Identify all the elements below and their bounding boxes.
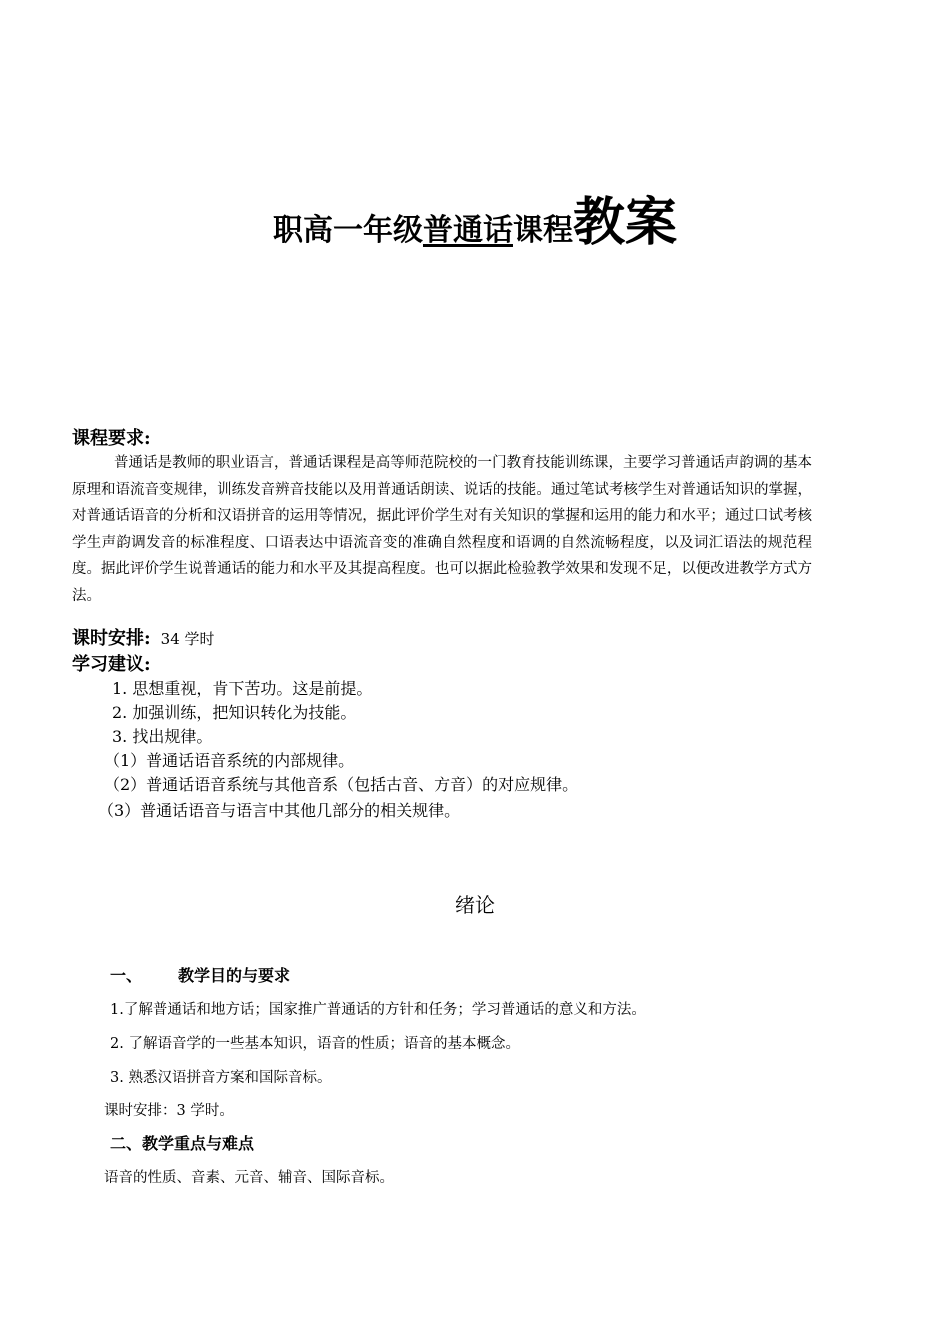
advice-item: 1. 思想重视，肯下苦功。这是前提。 [112, 679, 373, 698]
advice-item: 2. 加强训练，把知识转化为技能。 [112, 703, 357, 722]
advice-item: （1）普通话语音系统的内部规律。 [104, 751, 355, 770]
subsection-1-title: 教学目的与要求 [178, 966, 291, 985]
key-points: 语音的性质、音素、元音、辅音、国际音标。 [104, 1170, 394, 1186]
title-part-plan: 教案 [572, 193, 677, 253]
goal-item: 3. 熟悉汉语拼音方案和国际音标。 [110, 1070, 332, 1086]
intro-hours: 课时安排：3 学时。 [104, 1103, 234, 1119]
advice-heading: 学习建议: [72, 654, 151, 675]
goal-item: 1.了解普通话和地方话；国家推广普通话的方针和任务；学习普通话的意义和方法。 [110, 1002, 646, 1018]
advice-item: 3. 找出规律。 [112, 727, 213, 746]
title-part-subject: 普通话 [422, 213, 513, 248]
subsection-1-number: 一、 [110, 966, 143, 985]
title-part-course: 课程 [512, 213, 573, 248]
section-title: 绪论 [455, 893, 495, 917]
subsection-2-title: 二、教学重点与难点 [110, 1134, 255, 1153]
hours-heading: 课时安排: [72, 628, 151, 649]
requirements-paragraph: 普通话是教师的职业语言，普通话课程是高等师范院校的一门教育技能训练课，主要学习普通话声韵调的基本原理和语流音变规律，训练发音辨音技能以及用普通话朗读、说话的技能。通过笔试考核学生对普通话知识的掌握，对普通话语音的分析和汉语拼音的运用等情况，据此评价学生对有关知识的掌握和运用的能力和水平；通过口试考核学生声韵调发音的标准程度、口语表达中语流音变的准确自然程度和语调的自然流畅程度，以及词汇语法的规范程度。据此评价学生说普通话的能力和水平及其提高程度。也可以据此检验教学效果和发现不足，以便改进教学方式方法。 [72, 455, 812, 604]
document-title [0, 180, 950, 255]
hours-line [72, 624, 215, 650]
title-part-grade: 职高一年级 [272, 213, 423, 248]
hours-value: 34 学时 [160, 630, 215, 648]
goal-item: 2. 了解语音学的一些基本知识，语音的性质；语音的基本概念。 [110, 1036, 520, 1052]
advice-item: （3）普通话语音与语言中其他几部分的相关规律。 [98, 801, 461, 820]
requirements-heading: 课程要求: [72, 428, 151, 449]
advice-item: （2）普通话语音系统与其他音系（包括古音、方音）的对应规律。 [104, 775, 579, 794]
